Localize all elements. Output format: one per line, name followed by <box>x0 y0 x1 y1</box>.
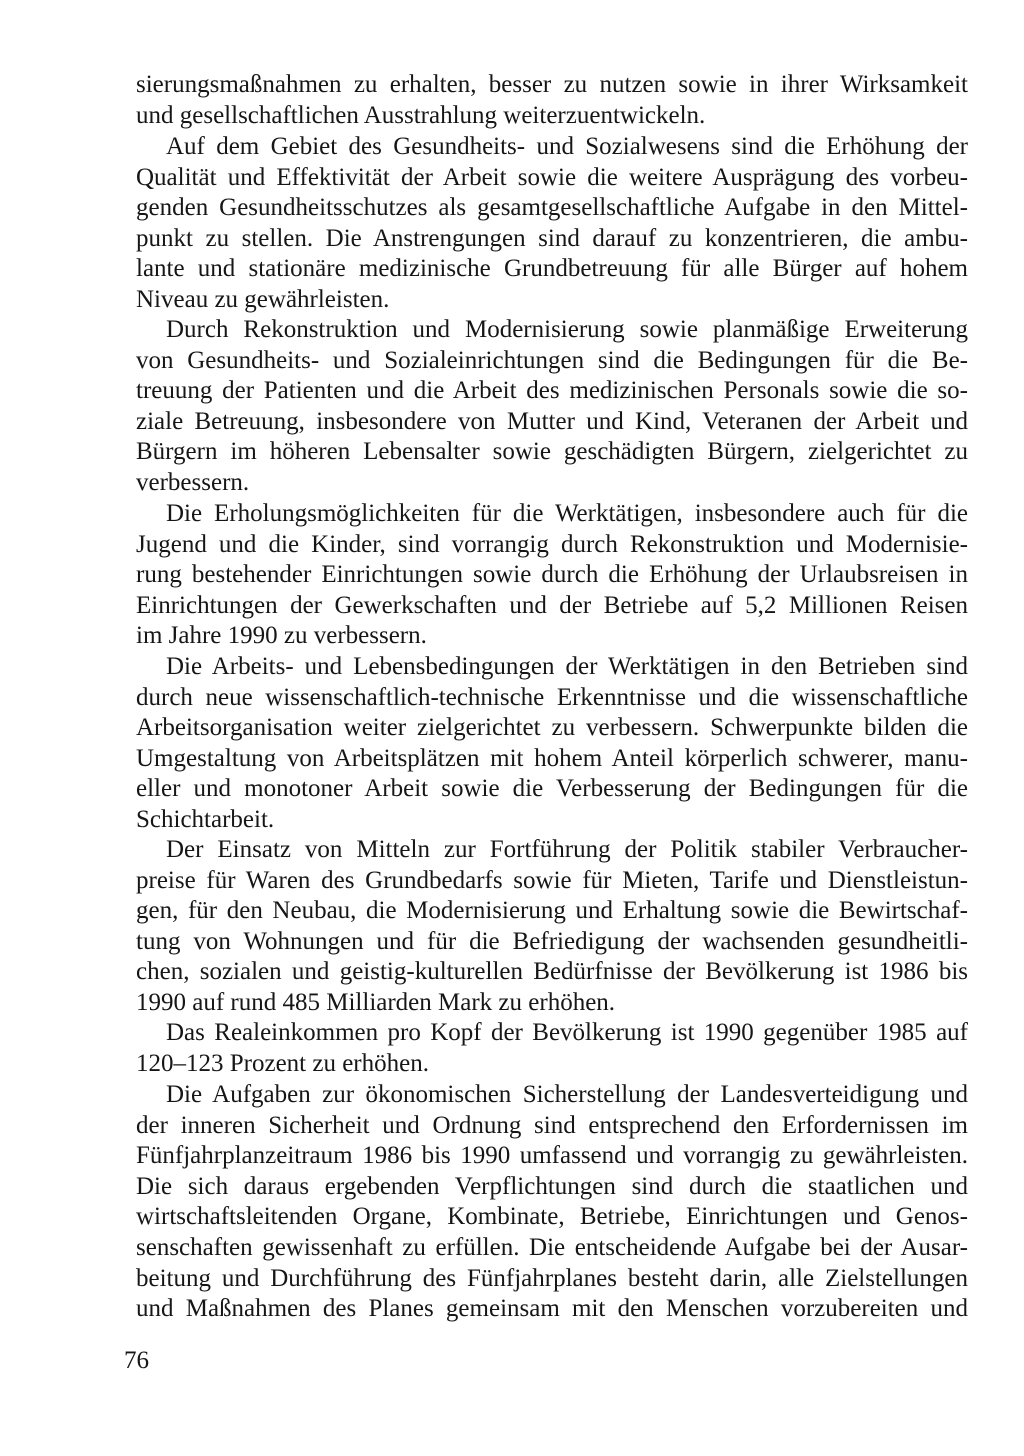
text-line: von Gesundheits- und Sozialeinrichtungen sind die Bedingungen für die Be- <box>136 346 968 374</box>
text-line: der inneren Sicherheit und Ordnung sind entsprechend den Erfordernissen im <box>136 1111 968 1139</box>
text-line: Qualität und Effektivität der Arbeit sowie die weitere Ausprägung des vorbeu- <box>136 163 968 191</box>
text-line: treuung der Patienten und die Arbeit des medizinischen Personals sowie die so- <box>136 377 968 405</box>
text-line: Das Realeinkommen pro Kopf der Bevölkerung ist 1990 gegenüber 1985 auf <box>166 1019 968 1046</box>
text-line: Die sich daraus ergebenden Verpflichtungen sind durch die staatlichen und <box>136 1172 968 1200</box>
text-line: verbessern. <box>136 468 250 496</box>
text-line: Arbeitsorganisation weiter zielgerichtet zu verbessern. Schwerpunkte bilden die <box>136 714 968 742</box>
text-line: Durch Rekonstruktion und Modernisierung sowie planmäßige Erweiterung <box>166 316 968 343</box>
text-line: chen, sozialen und geistig-kulturellen Bedürfnisse der Bevölkerung ist 1986 bis <box>136 958 968 986</box>
text-line: Jugend und die Kinder, sind vorrangig durch Rekonstruktion und Modernisie- <box>136 530 968 558</box>
text-line: Einrichtungen der Gewerkschaften und der Betriebe auf 5,2 Millionen Reisen <box>136 591 968 619</box>
paragraph-1 <box>136 70 968 131</box>
paragraph-6 <box>136 835 968 1019</box>
text-line: preise für Waren des Grundbedarfs sowie für Mieten, Tarife und Dienstleistun- <box>136 866 968 894</box>
paragraph-2 <box>136 132 968 316</box>
paragraph-5 <box>136 652 968 836</box>
text-line: sierungsmaßnahmen zu erhalten, besser zu nutzen sowie in ihrer Wirksamkeit <box>136 71 968 98</box>
text-line: genden Gesundheitsschutzes als gesamtgesellschaftliche Aufgabe in den Mittel- <box>136 194 968 222</box>
text-line: tung von Wohnungen und für die Befriedigung der wachsenden gesundheitli- <box>136 927 968 955</box>
text-line: und gesellschaftlichen Ausstrahlung weiterzuentwickeln. <box>136 101 706 129</box>
text-line: Niveau zu gewährleisten. <box>136 285 390 313</box>
text-line: eller und monotoner Arbeit sowie die Verbesserung der Bedingungen für die <box>136 775 968 803</box>
text-line: Schichtarbeit. <box>136 805 275 833</box>
text-line: punkt zu stellen. Die Anstrengungen sind darauf zu konzentrieren, die ambu- <box>136 224 968 252</box>
text-line: im Jahre 1990 zu verbessern. <box>136 622 427 650</box>
text-line: Fünfjahrplanzeitraum 1986 bis 1990 umfassend und vorrangig zu gewährleisten. <box>136 1142 968 1170</box>
text-line: Der Einsatz von Mitteln zur Fortführung der Politik stabiler Verbraucher- <box>166 836 968 863</box>
text-line: beitung und Durchführung des Fünfjahrplanes besteht darin, alle Zielstellungen <box>136 1264 968 1292</box>
text-line: Die Aufgaben zur ökonomischen Sicherstellung der Landesverteidigung und <box>166 1081 968 1108</box>
text-line: Die Arbeits- und Lebensbedingungen der Werktätigen in den Betrieben sind <box>166 653 968 680</box>
text-line: rung bestehender Einrichtungen sowie durch die Erhöhung der Urlaubsreisen in <box>136 561 968 589</box>
text-line: senschaften gewissenhaft zu erfüllen. Die entscheidende Aufgabe bei der Ausar- <box>136 1233 968 1261</box>
text-line: ziale Betreuung, insbesondere von Mutter und Kind, Veteranen der Arbeit und <box>136 407 968 435</box>
paragraph-3 <box>136 315 968 499</box>
text-line: durch neue wissenschaftlich-technische Erkenntnisse und die wissenschaftliche <box>136 683 968 711</box>
paragraph-8 <box>136 1080 968 1325</box>
text-line: Bürgern im höheren Lebensalter sowie geschädigten Bürgern, zielgerichtet zu <box>136 438 968 466</box>
text-line: lante und stationäre medizinische Grundbetreuung für alle Bürger auf hohem <box>136 255 968 283</box>
text-line: Auf dem Gebiet des Gesundheits- und Sozialwesens sind die Erhöhung der <box>166 133 968 160</box>
page-number: 76 <box>124 1347 149 1374</box>
text-line: Die Erholungsmöglichkeiten für die Werktätigen, insbesondere auch für die <box>166 500 968 527</box>
paragraph-7 <box>136 1018 968 1079</box>
text-line: Umgestaltung von Arbeitsplätzen mit hohem Anteil körperlich schwerer, manu- <box>136 744 968 772</box>
text-line: und Maßnahmen des Planes gemeinsam mit den Menschen vorzubereiten und <box>136 1295 968 1323</box>
text-line: 1990 auf rund 485 Milliarden Mark zu erhöhen. <box>136 988 616 1016</box>
text-line: 120–123 Prozent zu erhöhen. <box>136 1049 429 1077</box>
paragraph-4 <box>136 499 968 652</box>
text-line: wirtschaftsleitenden Organe, Kombinate, Betriebe, Einrichtungen und Genos- <box>136 1203 968 1231</box>
text-line: gen, für den Neubau, die Modernisierung und Erhaltung sowie die Bewirtschaf- <box>136 897 968 925</box>
